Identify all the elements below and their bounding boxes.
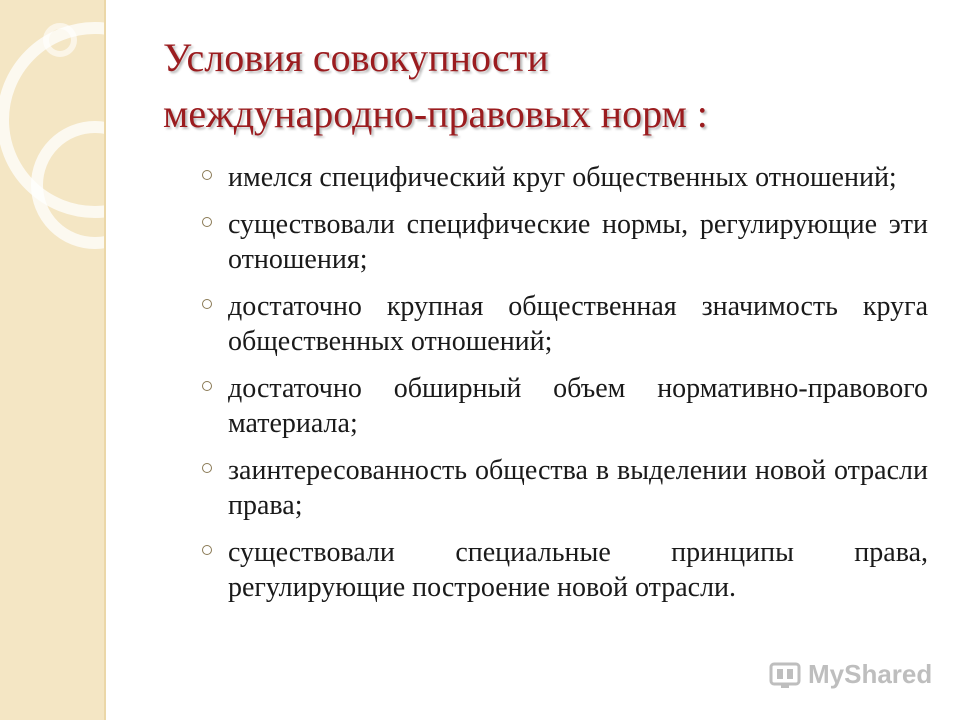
ring-bullet-icon (202, 463, 212, 473)
bullet-text: достаточно крупная общественная значимость круга общественных отношений; (228, 291, 928, 357)
slide-title (163, 30, 923, 142)
ring-bullet-icon (202, 170, 212, 180)
side-band-edge (104, 0, 106, 720)
title-line-1: Условия совокупности (163, 35, 549, 80)
ring-bullet-icon (202, 299, 212, 309)
ring-bullet-icon (202, 545, 212, 555)
myshared-watermark (768, 656, 932, 692)
myshared-logo-icon (768, 657, 802, 691)
ring-bullet-icon (202, 381, 212, 391)
bullet-text: заинтересованность общества в выделении новой отрасли права; (228, 455, 928, 521)
bullet-text: имелся специфический круг общественных отношений; (228, 162, 897, 193)
bullet-text: существовали специальные принципы права, регулирующие построение новой отрасли. (228, 537, 928, 603)
ring-bullet-icon (202, 217, 212, 227)
title-line-2: международно-правовых норм : (163, 91, 708, 136)
decorative-circles (0, 0, 106, 720)
bullet-item (200, 160, 928, 195)
bullet-text: достаточно обширный объем нормативно-правового материала; (228, 373, 928, 439)
bullet-item (200, 207, 928, 277)
bullet-list (200, 160, 928, 617)
bullet-item (200, 535, 928, 605)
decorative-side-band (0, 0, 106, 720)
bullet-item (200, 289, 928, 359)
bullet-item (200, 371, 928, 441)
watermark-text: MyShared (808, 658, 933, 689)
bullet-item (200, 453, 928, 523)
bullet-text: существовали специфические нормы, регулирующие эти отношения; (228, 209, 928, 275)
